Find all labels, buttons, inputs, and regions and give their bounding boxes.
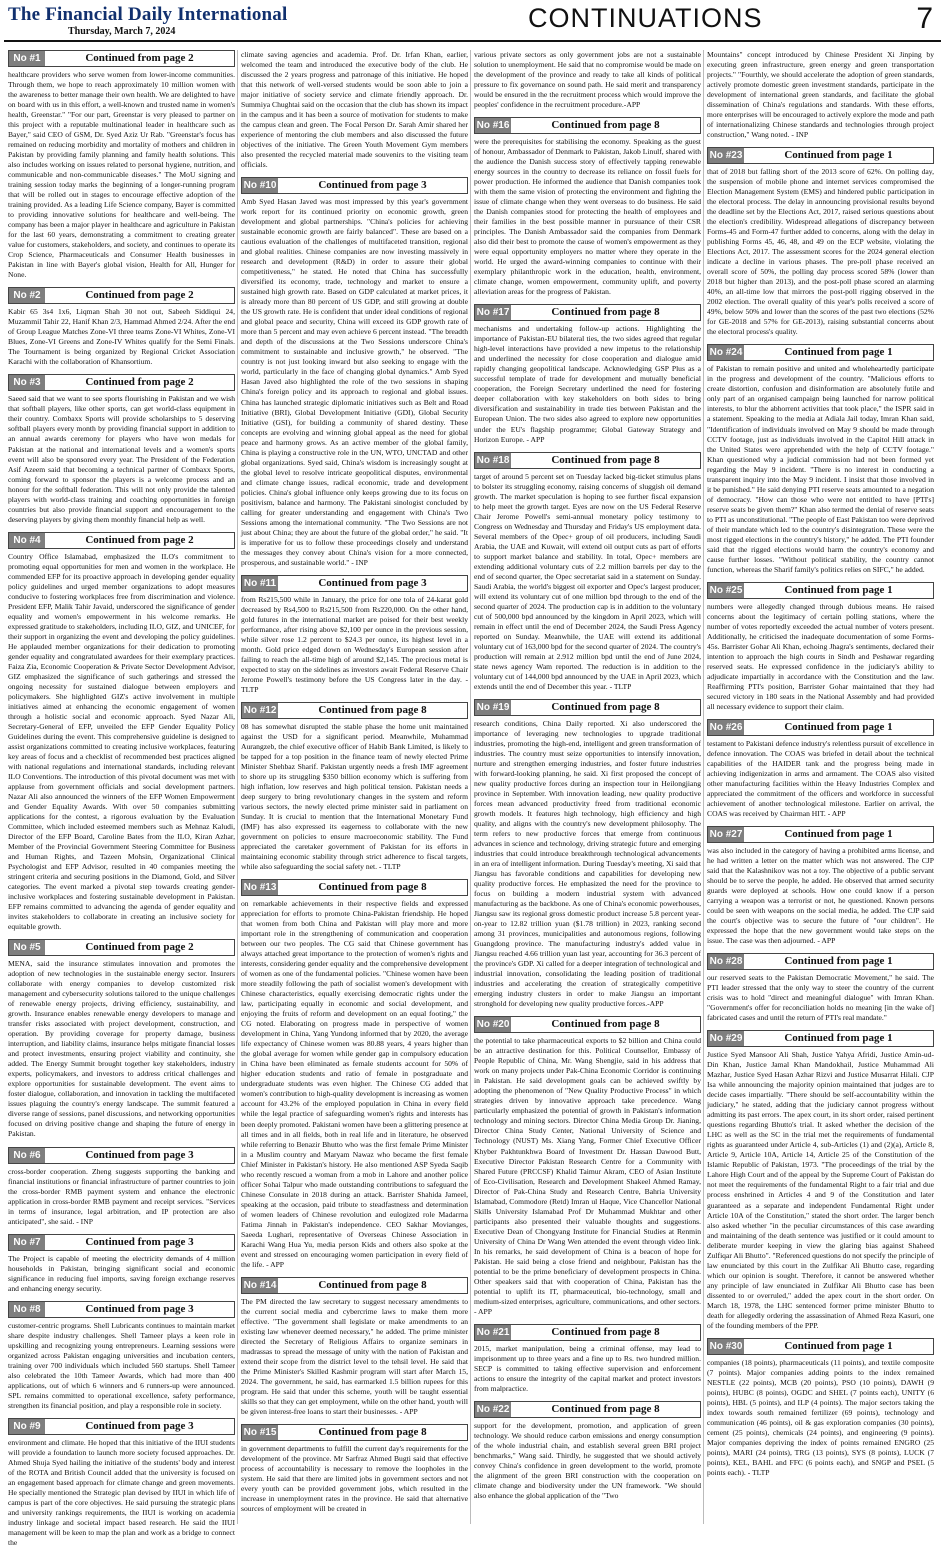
continued-from-label: Continued from page 3	[318, 576, 427, 589]
article-body-text: on remarkable achievements in their respective fields and expressed appreciation for efforts to promote China-Pakistan friendship. He hoped that women from both China and Pakistan will play more and more important role in the strengthening of communication and cooperation between our two peoples. The CG said that Chinese government has always attached great importance to the protection of women's rights and interests, considering gender equality and the comprehensive development of women as one of the fundamental policies. "Chinese women have been more steadily following the path of socialist women's development with Chinese characteristics, equally exercising democratic rights under the law, participating equally in economic and social development, and enjoying the fruits of reform and development on an equal footing," the CG noted. Elaborating on progress made in perspective of women development in China, Yang Yundong informed that by 2020, the average life expectancy of Chinese women was 80.88 years, 4 years higher than the global average for women while gender gap in compulsory education in China have been eliminated as female students account for 50% of higher education students and ratio of female in postgraduate and undergraduate students was even higher. The Chinese CG added that women's contribution to high-quality development is increasing as women account for 43.2% of the employed population in China in every field while the legal practice of safeguarding women's rights and interests has been deeply promoted. Pakistani women have been a glittering presence at all times and in all fields, both in real life and in literature, he observed while referring to Benazir Bhutto who was the first female Prime Minister in a Muslim country and Maryam Nawaz who became the first female Chief Minister in Pakistan's history. He also mentioned ASP Syeda Saqib who recently rescued a woman from a mob in Lahore and another police officer Sohai Talpur who made outstanding contributions to safeguard the Chinese Consulate in 2018 during an attack. Barrister Shahida Jameel, speaking at the occasion, paid tribute to steadfastness and determination of women leaders of Chinese revolution and eulogized role Madarrna Fatima Jinnah in Pakistan's independence. CEO Sakhar Movianges, Saeeda Lughari, representative of Overseas Chinese Association in Karachi Wang Hua Yu, media person Kids and others also spoke at the event and stressed on encouraging women participation in every field of the life. - APP	[241, 899, 468, 1269]
article-continuation	[241, 177, 468, 568]
article-number-tag: No #10	[243, 180, 277, 192]
continuation-header	[707, 826, 934, 843]
article-number-tag: No #25	[709, 584, 743, 596]
continuation-header	[8, 939, 235, 956]
article-number-tag: No #15	[243, 1426, 277, 1438]
article-continuation	[474, 452, 701, 692]
continuation-header	[8, 50, 235, 67]
article-continuation	[241, 1424, 468, 1514]
continued-from-label: Continued from page 3	[318, 179, 427, 192]
article-continuation	[474, 304, 701, 444]
article-body-text: 2015, market manipulation, being a criminal offense, may lead to imprisonment up to three years and a fine up to Rs. two hundred million. SECP is committed to taking effective supervision and enforcement actions to ensure the integrity of the capital market and protect investors from malpractice.	[474, 1343, 701, 1393]
article-body-text: target of around 5 percent set on Tuesday lacked big-ticket stimulus plans to bolster its struggling economy, raising concerns of sluggish oil demand growth. The market speculation is hoping to see further fiscal expansion to help meet the growth target. Eyes are now on the US Federal Reserve Chair Jerome Powell's semi-annual monetary policy testimony to Congress on Wednesday and Thursday and Friday's US employment data. Several members of the Opec+ group of oil producers, including Saudi Arabia, the UAE and Kuwait, will extend oil output cuts as part of efforts to support market balance and stability. In total, Opec+ members are extending additional voluntary cuts of 2.2 million barrels per day to the end of second quarter, the Opec secretariat said in a statement on Sunday. Saudi Arabia, the world's biggest oil exporter and Opec's largest producer, will extend its voluntary cut of one million bpd through to the end of the second quarter of 2024. The production cap is in addition to the voluntary cut of 500,000 bpd announced by the kingdom in April 2023, which will remain in effect until the end of December 2024, the Saudi Press Agency reported on Sunday. Meanwhile, the UAE will extend its additional voluntary cut of 163,000 bpd for the second quarter of 2024. The country's production will remain at 2.912 million bpd until the end of June 2024, state news agency Wam reported. The reduction is in addition to the voluntary cut of 144,000 bpd announced by the UAE in April 2023, which extends until the end of December this year. - TLTP	[474, 471, 701, 691]
masthead	[4, 2, 941, 42]
continued-from-label: Continued from page 1	[784, 1339, 893, 1352]
continued-from-label: Continued from page 1	[784, 583, 893, 596]
article-number-tag: No #24	[709, 347, 743, 359]
article-number-tag: No #13	[243, 882, 277, 894]
article-continuation	[8, 532, 235, 933]
column-divider	[237, 50, 238, 1524]
article-number-tag: No #5	[9, 940, 45, 955]
article-body-text: various private sectors as only government jobs are not a sustainable solution to unemployment. He said that no compromise would be made on the development of the province and ready to take all kinds of political pressure to fix governance on sound path. He said merit and transparency would be ensured in the the recruitment process which would improve the peoples' confidence in the recruitment procedure.-APP	[474, 50, 701, 110]
continuation-header	[707, 1338, 934, 1355]
article-body-text: mechanisms and undertaking follow-up actions. Highlighting the importance of Pakistan-EU bilateral ties, the two sides agreed that regular high-level interactions have provided a new impetus to the relationship and underlined the necessity for close cooperation and dialogue amid rapidly changing geopolitical landscape. Acknowledging GSP Plus as a successful template of trade for development and mutually beneficial cooperation, the Foreign Secretary underlined the need for fostering deeper collaboration with key stakeholders on both sides to bring diversification and sustainability in trade ties between Pakistan and the European Union. The two sides also agreed to explore new opportunities under the EU's flagship programme; Global Gateway Strategy and Horizon Europe. - APP	[474, 324, 701, 444]
article-body-text: research conditions, China Daily reported. Xi also underscored the importance of leveraging new technologies to upgrade traditional industries, promoting the high-end, intelligent and green transformation of industries. The country must seize opportunities to intensify innovation, nurture and strengthen emerging industries, and foster future industries with forward-looking planning, he said. Xi first proposed the concept of new quality productive forces during an inspection tour in Heilongjiang province in September. With innovation leading, new quality productive forces mean advanced productivity freed from traditional economic growth models. It features high technology, high efficiency and high quality, and aligns with the country's new development philosophy. The term refers to new productive forces that emerge from continuous advances in science and technology, driving strategic future and emerging industries that could introduce breakthrough technological advancements in an era of intelligent information. During Tuesday's meeting, Xi said that Jiangsu has favorable conditions and capabilities for developing new quality productive forces. He emphasized the need for the province to focus on building a modern industrial system with advanced manufacturing as the backbone. As one of China's economic powerhouses, Jiangsu saw its regional gross domestic product increase 5.8 percent year-on-year to 12.82 trillion yuan ($1.78 trillion) in 2023, ranking second among 31 provinces, municipalities and autonomous regions, following Guangdong province. The manufacturing industry's added value in Jiangsu reached 4.66 trillion yuan last year, accounting for 36.3 percent of the province's GDP. Xi called for a deeper integration of technological and industrial innovation, consolidating the leading position of traditional industries and accelerating the creation of strategically competitive emerging industry clusters in order to make Jiangsu an important stronghold for developing new quality productive forces.-APP	[474, 718, 701, 1009]
article-body-text: The PM directed the law secretary to suggest necessary amendments to the current social media and cybercrime laws to make them more effective. "The government shall legislate or make amendments to an existing law whenever deemed necessary," he added. The prime minister directed the Secretary of Religious Affairs to organize seminars in madrassas to spread the message of unity with the nation of Pakistan and extend their scope from the district level to the tehsil level. He said that the Prime Minister's Skilled Kashmir program will start after March 15, 2024. The government, he said, has earmarked 1.5 billion rupees for this program. He said that under this scheme, youth will be taught essential skills so that they can get employment, while on the other hand, youth will be given interest-free loans to start their businesses. - APP	[241, 1296, 468, 1416]
article-body-text: the potential to take pharmaceutical exports to $2 billion and China could be an attractive destination for this. Political Counsellor, Embassy of People Republic of China, Mr. Wang Shengjie, said in his address that work on many projects under Pak-China Economic Corridor is continuing in Pakistan. He said development goals can be achieved swiftly by adopting the phenomenon of "New Quality Productive Process" in which strategies driven by innovative approach take precedence. Wang particularly emphasized the potential of growth in Pakistan's information technology and mining sectors. Director China Media Group Dr. Jianing, Director China Study Center, National University of Science and Technology (NUST) Ms. Xiang Yang, Former Chief Executive Officer Khyber Pakhtunkhwa Board of Investment Dr. Hassan Dawood Butt, Executive Director Pakistan Research Centre for a Community with Shared Future (PRCCSF) Khalid Taimur Akram, CEO of Asian Institute of Eco-Civilisation, Research and Development Shakeel Ahmed Ramay, Director of Pak-China Study and Research Centre, Bahria University Islamabad, Commodore (Retd) Imran ul Haque, Vice Chancellor National Skills University Islamabad Prof Dr Muhammad Mukhtar and other participants also presented their valuable thoughts and suggestions. Executive Dean of Chongyang Institute for Financial Studies at Renmin University of China Dr Wang Wen attended the event through video link. In his remarks, he said development of China is a beacon of hope for Pakistan. He said being a close friend and neighbour, Pakistan has the potential to be the prime beneficiary of development prospects in China. Other speakers said that with cooperation of China, Pakistan has the potential to uplift its IT, pharmaceutical, bio-technology, small and medium-sized enterprises, agriculture, communications, and other sectors. - APP	[474, 1036, 701, 1316]
article-number-tag: No #30	[709, 1340, 743, 1352]
column-1	[8, 50, 235, 1547]
article-body-text: climate saving agencies and academia. Prof. Dr. Irfan Khan, earlier, welcomed the team and introduced the executive body of the club. He discussed the 2 years progress and patronage of this initiative. He hoped that this network of well-versed students would be soon able to join a major initiative of society service and climate friendly approach. Dr. Summiya Chughtai said on the occasion that the club has shown its impact in the campus and it has been a source of motivation for students to make the campus clean and green. The Focal Person Dr. Sarah Amir shared her experience of mentoring the club members and also discussed the future objectives of the initiative. The Green Youth Movement Gym members also presented the recycled material made souvenirs to the visiting team officials.	[241, 50, 468, 170]
continuation-header	[241, 575, 468, 592]
article-continuation	[8, 1147, 235, 1227]
continued-from-label: Continued from page 2	[85, 289, 194, 302]
article-continuation	[241, 575, 468, 695]
continuation-header	[474, 304, 701, 321]
continued-from-label: Continued from page 2	[85, 52, 194, 64]
continued-from-label: Continued from page 8	[318, 1425, 427, 1438]
article-number-tag: No #6	[9, 1148, 45, 1163]
article-body-text: MENA, said the insurance stimulates innovation and promotes the adoption of new technologies in the sustainable energy sector. Insurers collaborate with energy companies to develop customized risk management and cybersecurity solutions tailored to the unique challenges of renewable energy projects, driving efficiency, sustainability, and growth. Insurance enables renewable energy developers to manage and transfer risks associated with project development, construction, and operation. By providing coverage for property damage, business interruption, and liability claims, insurance helps mitigate financial losses and protect investments, ensuring project viability and continuity, she added. The Energy Summit brought together key stakeholders, industry experts, policymakers, and investors to address critical challenges and explore opportunities for sustainable development. The event aims to foster dialogue, collaboration, and innovation in tackling the multifaceted issues plaguing the country's energy landscape. The summit featured a diverse range of sessions, panel discussions, and networking opportunities focused on driving positive change and shaping the future of energy in Pakistan.	[8, 959, 235, 1139]
continued-from-label: Continued from page 3	[85, 1235, 194, 1248]
continuation-header	[707, 147, 934, 164]
continued-from-label: Continued from page 8	[551, 1018, 660, 1031]
continuation-header	[8, 1147, 235, 1164]
article-body-text: Saeed said that we want to see sports flourishing in Pakistan and we wish that softball players, like other sports, can get world-class equipment in their country. Combaxx Sports will provide scholarships to 5 deserving softball players every month by providing financial support in addition to an annual awards ceremony for players who have won medals for Pakistan at the national and international levels and a women's sports event will also be sponsored every year. The President of the Federation Asif Azeem said that becoming a technical partner of Combaxx Sports, coming forward to sponsor the players is a welcome process and an honour for the softball federation. This will not only provide the talented players with world-class training and coaching opportunities in foreign countries but also provide financial support and encouragement to the deserving players by giving them monthly financial help as well.	[8, 394, 235, 524]
article-continuation	[8, 1234, 235, 1294]
continuation-header	[241, 177, 468, 194]
article-number-tag: No #9	[9, 1419, 45, 1434]
article-body-text: of Pakistan to remain positive and united and wholeheartedly participate in the progress and development of the country. "Malicious efforts to create distortion, confusion and disinformation are absolutely futile and only part of an organised campaign being launched for narrow political interests, to blur the abhorrent activities that took place," the ISPR said in a statement. Speaking to the media at Adiala Jail today, Imran Khan said, "Identification of individuals involved on May 9 should be made through CCTV footage, just as individuals involved in the Capitol Hill attack in the United States were apprehended with the help of CCTV footage." Khan questioned why a judicial commission had not been formed yet regarding the May 9 incident. "There is no interest in conducting a transparent inquiry into the May 9 incident. I insist that those involved in it be punished." He said denying PTI reserve seats amounted to a negation of democracy. "How can those who were not entitled to have [PTI's] reserve seats be given them?" Khan also termed the denial of reserve seats to PTI as unconstitutional. "The people of East Pakistan too were deprived of their mandate which led to the country's disintegration. These were the most rigged elections in the country's history," he added. The PTI founder said that the rigged elections would harm the country's economy and cause further losses. "Without political stability, the country cannot function, whereas the Sharif family's politics relies on SIFC," he added.	[707, 364, 934, 574]
article-body-text: that of 2018 but falling short of the 2013 score of 62%. On polling day, the suspension of mobile phone and internet services compromised the Election Management System (EMS) and hindered public participation in the electoral process. The delay in announcing provisional results beyond the deadline set by the Elections Act, 2017, raised serious questions about the election's credibility. Widespread allegations of discrepancy between Forms-45 and Form-47 further added to concerns, along with the delay in publishing Forms 45, 46, 48, and 49 on the ECP website, violating the Elections Act, 2017. The assessment scores for the 2024 general election indicate a decline in various phases. The pre-poll phase received an overall score of 50%, the polling day process scored 58% (lower than 2018 but higher than 2013), and the post-poll phase scored an alarming 40%, an all-time low that mirrors the post-poll rigging observed in the 2002 election. The overall quality of this year's polls received a score of 49%, below 50% and lower than the scores of the past two elections (52% for GE-2018 and 57% for GE-2013), raising substantial concerns about the electoral process's quality.	[707, 167, 934, 337]
article-body-text: customer-centric programs. Shell Lubricants continues to maintain market share despite industry challenges. Shell Tameer plays a keen role in upskilling and recognizing young entrepreneurs. Learning sessions were organized across Pakistan engaging universities and incubation centers, training over 700 individuals which included 560 startups. Shell Tameer also celebrated the 10th Tameer Awards, which had more than 400 applications, out of which 6 winners and 6 runners-up were announced. SPL remains committed to operational excellence, safety performance, strengthen its financial position, and play a responsible role in society.	[8, 1320, 235, 1410]
article-number-tag: No #17	[476, 307, 510, 319]
issue-date: Thursday, March 7, 2024	[68, 26, 176, 37]
column-4	[707, 50, 934, 1524]
article-continuation	[8, 374, 235, 524]
continuation-header	[241, 879, 468, 896]
continued-from-label: Continued from page 3	[85, 1148, 194, 1161]
article-body-text: our reserved seats to the Pakistan Democratic Movement," he said. The PTI leader stressed that the only way to steer the country of the current crisis was to hold "direct and meaningful dialogue" with Imran Khan. "Government's offer for reconciliation holds no meaning [in the wake of] fabricated cases and until the return of PTI's real mandate."	[707, 973, 934, 1023]
article-number-tag: No #20	[476, 1019, 510, 1031]
column-divider	[703, 50, 704, 1524]
article-continuation	[241, 1277, 468, 1417]
continued-from-label: Continued from page 2	[85, 533, 194, 546]
continued-from-label: Continued from page 2	[85, 376, 194, 389]
article-number-tag: No #7	[9, 1235, 45, 1250]
article-number-tag: No #14	[243, 1279, 277, 1291]
article-number-tag: No #29	[709, 1033, 743, 1045]
page-number: 7	[916, 2, 933, 35]
column-3	[474, 50, 701, 1524]
continuation-header	[474, 699, 701, 716]
article-number-tag: No #26	[709, 721, 743, 733]
continued-from-label: Continued from page 1	[784, 955, 893, 968]
article-body-text: The Project is capable of meeting the electricity demands of 4 million households in Pakistan, bringing significant social and economic significance in reducing fuel imports, saving foreign exchange reserves and enhancing energy security.	[8, 1253, 235, 1293]
article-continuation	[8, 50, 235, 280]
article-number-tag: No #2	[9, 288, 45, 303]
article-continuation	[241, 50, 468, 170]
article-number-tag: No #4	[9, 533, 45, 548]
article-body-text: environment and climate. He hoped that this initiative of the IIUI students will provide a foundation to launch more society focused approaches. Dr. Ahmed Shuja Syed hailing the initiative of the students' body and interest of the ROTA and British Council added that the university is focused on an engagement based approach for climate change and green movements. He specially mentioned the Strategic plan devised by IIUI in which life of campus is part of the core objectives. He said pursuing the strategic plans and university rankings requirements, the IIUI is working on academia industry linkage and societal impact based research. He said the IIUI management will be keen to map the plan and work as a bridge to connect the	[8, 1437, 235, 1547]
article-continuation	[707, 826, 934, 946]
article-number-tag: No #18	[476, 454, 510, 466]
continued-from-label: Continued from page 8	[551, 1402, 660, 1415]
continuation-header	[8, 532, 235, 549]
continued-from-label: Continued from page 8	[551, 453, 660, 466]
continuation-header	[707, 344, 934, 361]
article-continuation	[474, 1401, 701, 1501]
continued-from-label: Continued from page 8	[318, 703, 427, 716]
article-body-text: in government departments to fulfill the current day's requirements for the development of the province. Mr Sarfraz Ahmed Bugti said that effective process of accountability is necessary to remove the loopholes in the system. He said that there are limited jobs in government sectors and not every youth can be provided government jobs, which resulted in the increase in unemployment rates in the province. He said that alternative sources of employment will be created in	[241, 1443, 468, 1514]
continuation-header	[474, 1401, 701, 1418]
masthead-rule	[4, 40, 941, 42]
article-body-text: support for the development, promotion, and application of green technology. We should reduce carbon emissions and energy consumption of the whole industrial chain, and establish several green BRI project benchmarks," Wang said. Thirdly, he suggested that we should actively convey China's confidence in green development to the world, promote the alignment of the green BRI construction with the cooperation on climate change and biodiversity under the UN framework. "We should also enhance the global application of the "Two	[474, 1420, 701, 1500]
article-continuation	[707, 719, 934, 819]
continued-from-label: Continued from page 1	[784, 346, 893, 359]
continuation-header	[241, 1277, 468, 1294]
article-continuation	[707, 1030, 934, 1330]
continued-from-label: Continued from page 1	[784, 149, 893, 162]
article-body-text: numbers were allegedly changed through dubious means. He raised concerns about the legitimacy of certain polling stations, where the number of votes reportedly exceeded the actual number of voters present. Additionally, he criticised the inadequate documentation of some Forms-45s. Barrister Gohar Ali Khan, echoing Jhagra's sentiments, declared their intention to approach the high courts in Sindh and Peshawar regarding reserved seats. He expressed confidence in the judiciary's ability to adjudicate impartially in accordance with the Constitution and the law. Reaffirming PTI's position, Barrister Gohar maintained that they had secured victory in 180 seats in the National Assembly and had provided all necessary evidence to support their claim.	[707, 601, 934, 711]
article-body-text: Amb Syed Hasan Javed was most impressed by this year's government work report for its continued priority on economic growth, green development and global partnerships. "China's policies for achieving sustainable economic growth are fairly balanced". These are based on a cautious evaluation of the challenges of multifaceted transition, regional and global realities. Chinese companies are now investing massively in research and development (R&D) in order to assure their global competitiveness," he stated. He noted that China has successfully diversified its economy, trade, technology and market to ensure a sustained high growth rate. Based on GDP calculated at market prices, it is already more than 80 percent of US GDP, and still growing at double the US growth rate. He is confident that under ideal conditions of regional and global peace and security, China will exceed its GDP growth rate of more than 5 percent and may even achieve 6 percent instead. "The breadth and depth of the discussions at the Two Sessions underscore China's commitment to sustainable and inclusive growth," he observed. "The country is not just looking inward but also seeking to engage with the world, particularly in the face of changing global dynamics." Amb Syed Hasan Javed also highlighted the role of the two sessions in shaping China's foreign policy and its approach to regional and global issues. China has launched strategic diplomatic initiatives such as Belt and Road Initiative (BRI), Global Development Initiative (GDI), Global Security Initiative (GSI), for building a community of shared destiny. These concepts are evolving and winning global appeal as the need for global peace and harmony grows. As an active member of the global family, China is playing a constructive role in the UN, WTO, UNCTAD and other global organizations. Syed said, China's wisdom is increasingly sought at the global level to resolve intricate geopolitical disputes, environmental and climate change issues, radical economic, trade and development policies. China's global influence only keeps growing due to its focus on positivism, balance and harmony. The Pakistani sinologist concluded by calling for greater understanding and engagement with China's Two Sessions among the international community. "The Two Sessions are not just about China; they are about the future of the global order," he said. "It is imperative for us to follow these proceedings closely and understand the messages they convey about China's vision for a more connected, prosperous, and sustainable world." - INP	[241, 197, 468, 567]
article-number-tag: No #23	[709, 150, 743, 162]
continued-from-label: Continued from page 8	[551, 306, 660, 319]
article-number-tag: No #12	[243, 704, 277, 716]
continuation-header	[474, 452, 701, 469]
paper-name: The Financial Daily International	[8, 4, 288, 25]
continuation-header	[707, 582, 934, 599]
article-number-tag: No #27	[709, 829, 743, 841]
article-number-tag: No #1	[9, 51, 45, 66]
article-continuation	[707, 953, 934, 1023]
article-body-text: from Rs215,500 while in January, the price for one tola of 24-karat gold decreased by Rs4,500 to Rs215,500 from Rs220,000. On the other hand, gold futures in the international market are poised for their best weekly performance, after rising above $2,100 per ounce in the previous session, while silver rose 1.2 percent to $24.3 per ounce, its highest level in a month. Gold price edged down on Wednesday's European session after failing to reach the all-time high of around $2,145. The precious metal is expected to stay on the sidelines as investors await Federal Reserve Chair Jerome Powell's testimony before the US Congress later in the day. - TLTP	[241, 594, 468, 694]
continued-from-label: Continued from page 1	[784, 828, 893, 841]
continued-from-label: Continued from page 1	[784, 720, 893, 733]
continued-from-label: Continued from page 3	[85, 1302, 194, 1315]
continuation-header	[474, 1324, 701, 1341]
continuation-header	[474, 117, 701, 134]
column-divider	[470, 50, 471, 1524]
article-continuation	[707, 582, 934, 712]
article-continuation	[707, 344, 934, 574]
article-body-text: Country Office Islamabad, emphasized the ILO's commitment to promoting equal opportunities for men and women in the workplace. He commended EFP for its proactive approach in developing gender equality policy guidelines and urged member organizations to adopt measures conducive to fostering workplaces free from discrimination and violence. President EFP, Malik Tahir Javaid, underscored the significance of gender equality and women's empowerment in his welcome remarks. He expressed gratitude to stakeholders, including ILO, GIZ, and UNICEF, for their support in organizing the event and developing the policy guidelines. He applauded member organizations for their dedication to promoting gender equality and congratulated awardees for their exemplary practices. Faiza Zia, Economic Cooperation & Private Sector Development Advisor, GIZ emphasized the significance of such gatherings and stressed the ongoing necessity for sustained dialogue between employers and policymakers. She highlighted GIZ's active involvement in multiple initiatives aimed at enhancing the economic engagement of women through a holistic social and economic approach. Syed Nazar Ali, Secretary-General of EFP, unveiled the EFP Gender Equality Policy Guidelines during the event. This comprehensive guideline is designed to assist organizations committed to creating inclusive workplaces, featuring key areas of focus and a checklist of recommended best practices aligned with national regulations and international standards, including relevant ILO Conventions. The introduction of this pivotal document was met with applause from government officials and social development partners. Nazar Ali also announced the winners of the EFP Women Empowerment and Gender Equality Awards. With over 50 companies submitting applications for the contest, a rigorous evaluation by the Evaluation Committee, which included esteemed members such as Mehnaz Kaludi, Director of the EFP Board, Caroline Bates from the ILO, Kiran Azhar, Member of the Provincial Government Steering Committee for Business and Human Rights, and Tazeen Mohsin, Organizational Clinical Psychologist and EFP Advisor, resulted in 40 companies meeting the stringent criteria and securing positions in the Diamond, Gold, and Silver categories. The event marked a pivotal step towards creating gender-inclusive workplaces and fostering sustainable development in Pakistan. EFP remains committed to advancing the agenda of gender equality and invites stakeholders to collaborate in creating an inclusive society for equitable growth.	[8, 551, 235, 932]
article-body-text: testament to Pakistani defence industry's relentless pursuit of excellence in defence innovation. The COAS was briefed in detail about the technical capabilities of the HAIDER tank and the progress being made in achieving indigenization in arms and armament. The COAS also visited other manufacturing facilities within the Heavy Industries Complex and appreciated the commitment of the officers and workforce in successful achievement of another technological milestone. Earlier on arrival, the COAS was received by Chairman HIT. - APP	[707, 738, 934, 819]
continuation-header	[707, 953, 934, 970]
article-body-text: 08 has somewhat disrupted the stable phase the home unit maintained against the USD for a significant period. Meanwhile, Muhammad Aurangzeb, the chief executive officer of Habib Bank Limited, is likely to be tapped for a top position in the finance team of newly elected Prime Minister Shehbaz Sharif. Pakistan urgently needs a fresh IMF agreement to shore up its struggling $350 billion economy which is suffering from high inflation, low reserves and high political tension. Pakistan needs a deep surgery to bring revolutionary changes in the system and reform various sectors, the newly elected prime minister said in parliament on Sunday. It is crucial to mention that the International Monetary Fund (IMF) has also expressed its eagerness to collaborate with the new government on policies to ensure macroeconomic stability. The Fund appreciated the caretaker government of Pakistan for its efforts in maintaining economic stability through strict adherence to fiscal targets, while also safeguarding the social safety net. - TLTP	[241, 721, 468, 872]
article-number-tag: No #22	[476, 1403, 510, 1415]
article-number-tag: No #21	[476, 1326, 510, 1338]
article-body-text: Kabir 65 3s4 1x6, Liqman Shah 30 not out, Sabeeh Siddiqui 24, Muzammil Tahir 22, Hanif Khan 2/3, Hammad Ahmed 2/24. After the end of Group League Matches Zone-VI three teams Zone-VI Whites, Zone-VI Blues, Zone-VI Greens and Zone-IV Whites qualify for the Semi Finals. The Tournament is being organized by Regional Cricket Association Karachi with the collaboration of Khansortium.	[8, 307, 235, 367]
article-body-text: were the prerequisites for stabilising the economy. Speaking as the guest of honour, Ambassador of Denmark to Pakistan, Jakob Linulf, shared with the audience the Danish success story of effectively tapping renewable energy sources in the country to decrease its reliance on fossil fuels for power production. He informed the audience that Danish companies took with them the same vision of protecting the environment and fighting the issue of climate change when they went overseas to do business. He said the Danish companies stood for protecting the health of employees and their families in the best possible manner in pursuance of their CSR principles. The Danish Ambassador said the companies from Denmark also did their best to promote the cause of women's empowerment as they were equal opportunity employers no matter where they operate in the world. He urged the award-winning companies to continue with their exemplary philanthropic work in the education, health, environment, climate change, women empowerment, community uplift, and poverty alleviation areas for the progress of Pakistan.	[474, 137, 701, 297]
article-number-tag: No #16	[476, 120, 510, 132]
article-number-tag: No #3	[9, 375, 45, 390]
continued-from-label: Continued from page 8	[551, 1325, 660, 1338]
continued-from-label: Continued from page 8	[551, 700, 660, 713]
continuation-header	[8, 1301, 235, 1318]
continued-from-label: Continued from page 8	[318, 881, 427, 894]
article-body-text: Justice Syed Mansoor Ali Shah, Justice Yahya Afridi, Justice Amin-ud-Din Khan, Justice Jamal Khan Mandokhail, Justice Muhammad Ali Mazhar, Justice Syed Hasan Azhar Rizvi and Justice Musarrat Hilali. CJP Isa while announcing the majority opinion maintained that judges are to decide cases impartially. "There should be self-accountability within the judiciary," he stated, adding that the judiciary cannot progress without admitting its past errors. The apex court, in its short order, raised pertinent questions regarding Bhutto's trial. It asked whether the decision of the LHC as well as the SC in the trial met the requirements of fundamental rights as guaranteed under Article 4, sub-Articles (1) and (2)(a), Article 8, Article 9, Article 10A, Article 14, Article 25 of the Constitution of the Islamic Republic of Pakistan, 1973. "The proceedings of the trial by the Lahore High Court and of the appeal by the Supreme Court of Pakistan do not meet the requirements of the fundamental Right to a fair trial and due process enshrined in Articles 4 and 9 of the Constitution and later guaranteed as a separate and independent Fundamental Right under Article 10A of the Constitution," stated the short order. The larger bench also asked whether "in the peculiar circumstances of this case awarding and maintaining of the death sentence was justified or it could amount to deliberate murder keeping in view the glaring bias against Shaheed Zulfiqar Ali Bhutto". "Referenced questions do not specify the principle of law enunciated by this court in the Zulfikar Ali Bhutto case, regarding which our opinion is sought. Therefore, it cannot be answered whether any principle of law enunciated in Zulfikar Ali Bhutto case has been dissented to or overruled," added the apex court in the short order. On March 18, 1978, the LHC sentenced former prime minister Bhutto to death for allegedly ordering the assassination of Ahmed Reza Kasuri, one of the founding members of the PPP.	[707, 1050, 934, 1330]
article-continuation	[707, 50, 934, 140]
article-body-text: cross-border cooperation. Zheng suggests supporting the banking and financial institutions or financial infrastructure of partner countries to join the cross-border RMB payment system and enhance the electronic application in cross-border RMB payment and receipt services. "Services in terms of insurance, legal arbitration, and IP protection are also anticipated", she said. - INP	[8, 1166, 235, 1226]
continuation-header	[8, 287, 235, 304]
article-continuation	[241, 879, 468, 1270]
continued-from-label: Continued from page 2	[85, 941, 194, 954]
continuation-header	[241, 702, 468, 719]
article-body-text: companies (18 points), pharmaceuticals (11 points), and textile composite (7 points). Major companies adding points to the index remained NESTLE (22 points), MCB (20 points), PSO (10 points), DAWH (9 points), HUBC (8 points), OGDC and SHEL (7 points each), UNITY (6 points), HBL (5 points), and ILP (4 points). The major sectors taking the index towards south remained fertilizer (69 points), technology and communication (46 points), oil & gas exploration companies (30 points), cement (25 points), chemicals (24 points), and engineering (9 points). Major companies depriving the index of points remained ENGRO (25 points), MARI (24 points), TRG (13 points), SYS (8 points), LUCK (7 points), KEL, BAHL and FFC (6 points each), and SNGP and PSEL (5 points each). - TLTP	[707, 1357, 934, 1477]
continuation-header	[8, 374, 235, 391]
continuation-header	[707, 1030, 934, 1047]
article-continuation	[8, 1418, 235, 1548]
article-number-tag: No #19	[476, 701, 510, 713]
continued-from-label: Continued from page 1	[784, 1032, 893, 1045]
article-continuation	[474, 117, 701, 297]
article-number-tag: No #8	[9, 1302, 45, 1317]
article-continuation	[474, 699, 701, 1009]
continuation-header	[8, 1234, 235, 1251]
article-continuation	[707, 1338, 934, 1478]
article-continuation	[8, 939, 235, 1139]
article-continuation	[8, 287, 235, 367]
continuation-header	[474, 1016, 701, 1033]
article-continuation	[241, 702, 468, 872]
column-2	[241, 50, 468, 1524]
continued-from-label: Continued from page 8	[318, 1278, 427, 1291]
article-body-text: Mountains" concept introduced by Chinese President Xi Jinping by executing green infrastructure, green energy and green transportation projects." "Fourthly, we should accelerate the adoption of green standards, actively promote domestic green investment standards, participate in the development of international green standards, and facilitate the global dissemination of China's regulations and standards. With these efforts, more enterprises will be encouraged to actively explore the mode and path of internationalizing Chinese standards and technologies through project construction," Wang noted. - INP	[707, 50, 934, 140]
article-number-tag: No #28	[709, 956, 743, 968]
article-continuation	[707, 147, 934, 337]
article-continuation	[474, 50, 701, 110]
continuation-header	[707, 719, 934, 736]
continuation-header	[241, 1424, 468, 1441]
continued-from-label: Continued from page 3	[85, 1419, 194, 1432]
article-continuation	[8, 1301, 235, 1411]
article-body-text: healthcare providers who serve women from lower-income communities. Through them, we hope to reach approximately 10 million women with the awareness to better manage their own health. We are delighted to have on board with us in this effort, a well-known and trusted name in women's health, Greenstar." "For our part, Greenstar is very pleased to partner on this project with a reputable multinational leader in healthcare such as Bayer," said CEO of GSM, Dr. Syed Aziz Ur Rab. "Greenstar's focus has remained on reducing morbidity and mortality of mothers and children in Pakistan by providing family planning and family health solutions. This also includes working on issues related to personal hygiene, nutrition, and communicable and non-communicable diseases." The MoU signing and training session today marks the beginning of a longer-running program that will be rolled out in stages to encourage effective adoption of the training provided. As a leading Life Science company, Bayer is committed to providing innovative solutions for healthcare and well-being. The company has been a major player in healthcare and agriculture in Pakistan for the last 60 years, demonstrating a commitment to creating greater value for customers, stakeholders, and society, and continues to operate its Crop Science, Pharmaceuticals and Consumer Health businesses in Pakistan in line with Bayer's global vision, Health for All, Hunger for None.	[8, 70, 235, 280]
article-continuation	[474, 1324, 701, 1394]
article-number-tag: No #11	[243, 577, 277, 589]
continuation-header	[8, 1418, 235, 1435]
section-title: CONTINUATIONS	[528, 3, 763, 33]
continued-from-label: Continued from page 8	[551, 119, 660, 132]
article-body-text: was also included in the category of having a prohibited arms license, and he had written a letter on the matter which was not answered. The CJP said that the Kalashnikov was not a toy. The objective of a public servant should be to serve the people, he added. He observed that armed security guards were deployed at schools. How one could know if a person carrying a weapon was a terrorist or not, he questioned. Known persons could be seen with weapons on the social media, he added. The CJP said the court's objective was to secure the future of "our children". He expressed the hope that the new government would take steps on the issue. The case was then adjourned. - APP	[707, 846, 934, 946]
article-continuation	[474, 1016, 701, 1316]
